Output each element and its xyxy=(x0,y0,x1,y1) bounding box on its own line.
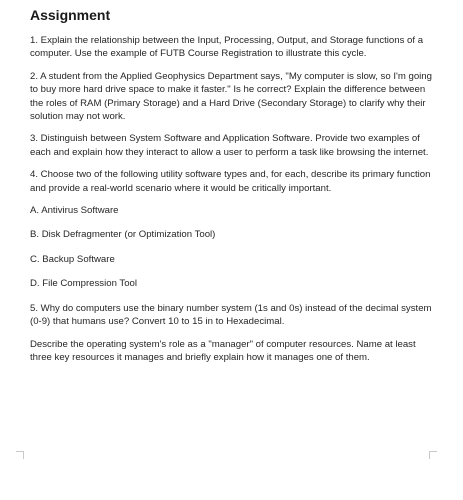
question-3: 3. Distinguish between System Software and Application Software. Provide two examples of each and explain how they interact to allow a user to perform a task like browsing the internet. xyxy=(30,133,429,158)
option-c: C. Backup Software xyxy=(30,253,115,265)
closing-question: Describe the operating system's role as a "manager" of computer resources. Name at least three key resources it manages and briefly explain how it manages one of them. xyxy=(30,338,416,363)
question-1: 1. Explain the relationship between the Input, Processing, Output, and Storage functions of a computer. Use the example of FUTB Course Registration to illustrate this cycle. xyxy=(30,35,424,60)
option-b: B. Disk Defragmenter (or Optimization Tool) xyxy=(30,229,216,241)
page-corner-mark-left xyxy=(16,451,24,459)
question-4: 4. Choose two of the following utility software types and, for each, describe its primary function and provide a real-world scenario where it would be critically important. xyxy=(30,169,431,194)
page-title: Assignment xyxy=(30,7,111,23)
question-2: 2. A student from the Applied Geophysics Department says, "My computer is slow, so I'm going to buy more hard drive space to make it faster." Is he correct? Explain the difference between the roles of RAM (Primary Storage) and a Hard Drive (Secondary Storage) to clarify why their solution may not work. xyxy=(30,70,432,123)
option-d: D. File Compression Tool xyxy=(30,278,137,290)
question-5: 5. Why do computers use the binary number system (1s and 0s) instead of the decimal system (0-9) that humans use? Convert 10 to 15 in to Hexadecimal. xyxy=(30,302,432,328)
option-a: A. Antivirus Software xyxy=(30,205,119,217)
page-corner-mark-right xyxy=(429,451,437,459)
